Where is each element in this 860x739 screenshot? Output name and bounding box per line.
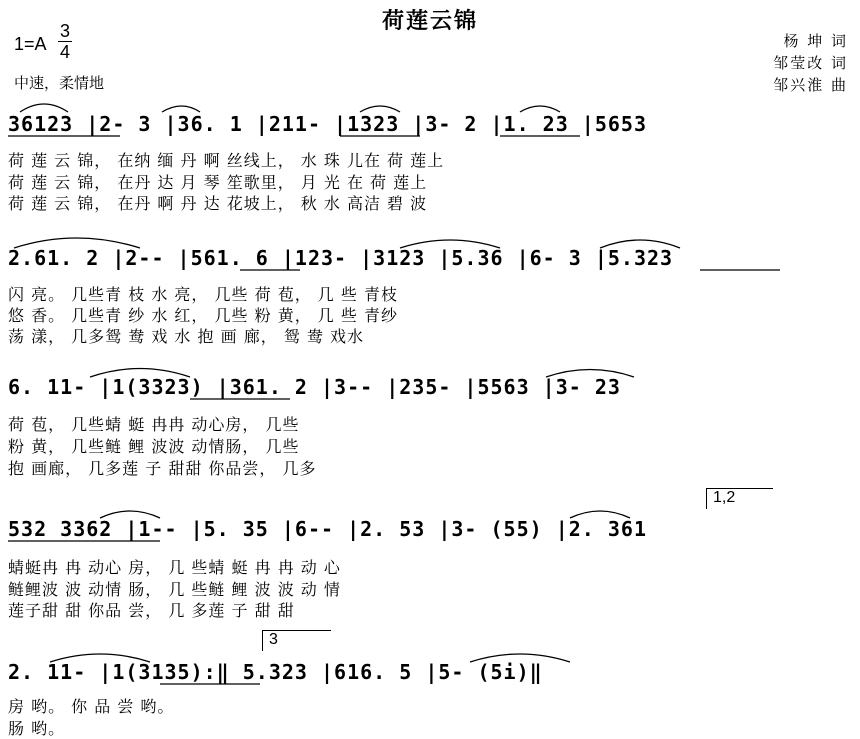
- lyric-line-5-verse-1: 房 哟。 你 品 尝 哟。: [8, 697, 175, 716]
- lyric-line-2-verse-3: 荡 漾， 几多鸳 鸯 戏 水 抱 画 廊， 鸳 鸯 戏水: [8, 327, 364, 346]
- credit-lyricist: 杨 坤 词: [783, 32, 848, 50]
- time-signature-top: 3: [59, 21, 70, 41]
- key-signature: 1=A: [14, 34, 47, 54]
- slur-mark: [360, 106, 400, 112]
- credit-lyric-adapter: 邹莹改 词: [773, 54, 848, 72]
- credit-composer: 邹兴淮 曲: [773, 76, 848, 94]
- lyric-line-3-verse-1: 荷 苞， 几些蜻 蜓 冉冉 动心房， 几些: [8, 415, 300, 434]
- lyric-line-1-verse-3: 荷 莲 云 锦， 在丹 啊 丹 达 花坡上， 秋 水 高洁 碧 波: [8, 194, 428, 213]
- slur-mark: [90, 369, 190, 378]
- slur-mark: [20, 104, 68, 112]
- score-line-2: 2.61. 2 |2-- |561. 6 |123- |3123 |5.36 |6- 3 |5.323: [8, 246, 674, 270]
- lyric-line-2-verse-2: 悠 香。 几些青 纱 水 红， 几些 粉 黄， 几 些 青纱: [8, 306, 398, 325]
- lyric-line-3-verse-2: 粉 黄， 几些鲢 鲤 波波 动情肠， 几些: [8, 437, 300, 456]
- volta-bracket-1-2: 1,2: [706, 488, 773, 509]
- lyric-line-2-verse-1: 闪 亮。 几些青 枝 水 亮， 几些 荷 苞， 几 些 青枝: [8, 285, 398, 304]
- slur-mark: [400, 240, 500, 248]
- slur-mark: [546, 370, 634, 378]
- slur-mark: [520, 106, 560, 112]
- slur-mark: [570, 511, 630, 518]
- score-line-3: 6. 11- |1(3323) |361. 2 |3-- |235- |5563 |3- 23: [8, 375, 621, 399]
- song-title: 荷莲云锦: [381, 9, 478, 34]
- lyric-line-3-verse-3: 抱 画廊， 几多莲 子 甜甜 你品尝， 几多: [8, 459, 317, 478]
- slur-mark: [14, 238, 140, 248]
- lyric-line-4-verse-1: 蜻蜓冉 冉 动心 房， 几 些蜻 蜓 冉 冉 动 心: [8, 558, 341, 577]
- slur-mark: [470, 654, 570, 662]
- slur-mark: [162, 106, 200, 112]
- score-line-1: 36123 |2- 3 |36. 1 |211- |1323 |3- 2 |1. 23 |5653: [8, 112, 648, 136]
- lyric-line-4-verse-3: 莲子甜 甜 你品 尝， 几 多莲 子 甜 甜: [8, 601, 295, 620]
- lyric-line-5-verse-2: 肠 哟。: [8, 719, 66, 738]
- lyric-line-4-verse-2: 鲢鲤波 波 动情 肠， 几 些鲢 鲤 波 波 动 情: [8, 580, 341, 599]
- score-line-4: 532 3362 |1-- |5. 35 |6-- |2. 53 |3- (55) |2. 361: [8, 517, 648, 541]
- tempo-marking: 中速，柔情地: [14, 74, 105, 92]
- time-signature-bottom: 4: [59, 42, 70, 62]
- slur-mark: [50, 654, 150, 662]
- slur-mark: [100, 511, 160, 518]
- lyric-line-1-verse-2: 荷 莲 云 锦， 在丹 达 月 琴 笙歌里， 月 光 在 荷 莲上: [8, 173, 428, 192]
- lyric-line-1-verse-1: 荷 莲 云 锦， 在纳 缅 丹 啊 丝线上， 水 珠 儿在 荷 莲上: [8, 151, 445, 170]
- slur-mark: [600, 240, 680, 248]
- score-line-5: 2. 11- |1(3135):‖ 5.323 |616. 5 |5- (5i)‖: [8, 660, 543, 684]
- volta-bracket-3: 3: [262, 630, 331, 651]
